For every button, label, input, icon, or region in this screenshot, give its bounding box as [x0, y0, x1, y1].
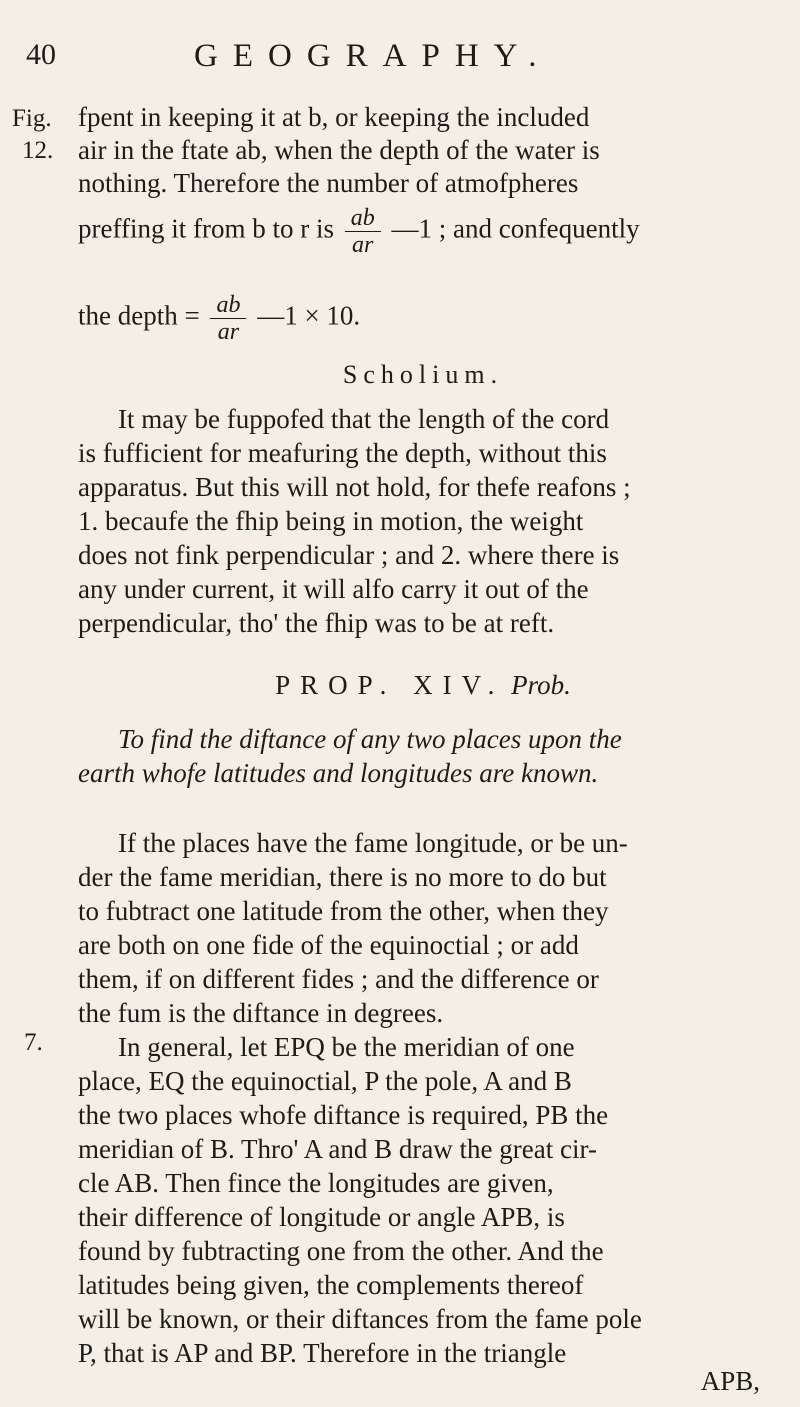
formula-text: —1 ; and confequently — [391, 213, 640, 244]
proposition-type: Prob. — [511, 670, 571, 700]
page-header — [26, 38, 786, 88]
catchword: APB, — [700, 1366, 760, 1396]
fraction — [345, 205, 381, 258]
fig-label: Fig. — [12, 105, 52, 132]
formula-text: —1 × 10. — [257, 300, 361, 331]
text-line: found by fubtracting one from the other. And the — [78, 1236, 604, 1266]
text-line: their difference of longitude or angle APB, is — [78, 1202, 565, 1232]
text-line: latitudes being given, the complements thereof — [78, 1270, 584, 1300]
text-line: any under current, it will alfo carry it out of the — [78, 574, 589, 604]
fig-number-7: 7. — [24, 1029, 43, 1056]
fraction-numerator: ab — [345, 205, 381, 232]
proposition-number: PROP. XIV. — [275, 670, 505, 700]
text-line: the two places whofe diftance is required, PB the — [78, 1100, 609, 1130]
formula-text: preffing it from b to r is — [78, 213, 334, 244]
proposition-statement: earth whofe latitudes and longitudes are known. — [78, 758, 599, 788]
text-line: does not fink perpendicular ; and 2. where there is — [78, 540, 620, 570]
text-line: 1. becaufe the fhip being in motion, the weight — [78, 506, 584, 536]
text-line: It may be fuppofed that the length of the cord — [118, 404, 610, 434]
text-line: nothing. Therefore the number of atmofpheres — [78, 168, 579, 198]
text-line: to fubtract one latitude from the other, when they — [78, 896, 609, 926]
fraction-denominator: ar — [217, 319, 240, 345]
fraction — [210, 292, 246, 345]
text-line: cle AB. Then fince the longitudes are given, — [78, 1168, 554, 1198]
text-line: fpent in keeping it at b, or keeping the included — [78, 102, 590, 132]
text-line: the fum is the diftance in degrees. — [78, 998, 444, 1028]
fraction-denominator: ar — [352, 232, 374, 258]
text-line: P, that is AP and BP. Therefore in the triangle — [78, 1338, 567, 1368]
text-line: them, if on different fides ; and the difference or — [78, 964, 599, 994]
text-line: will be known, or their diftances from the fame pole — [78, 1304, 642, 1334]
text-line: meridian of B. Thro' A and B draw the great cir- — [78, 1134, 597, 1164]
formula-line — [78, 205, 768, 258]
proposition-statement: To find the diftance of any two places upon the — [118, 724, 622, 754]
text-line: are both on one fide of the equinoctial ; or add — [78, 930, 579, 960]
text-line: is fufficient for meafuring the depth, without this — [78, 438, 607, 468]
text-line: perpendicular, tho' the fhip was to be at reft. — [78, 608, 555, 638]
text-line: air in the ftate ab, when the depth of the water is — [78, 135, 600, 165]
scholium-heading: Scholium. — [342, 360, 504, 389]
page-number: 40 — [26, 38, 56, 71]
text-line: place, EQ the equinoctial, P the pole, A and B — [78, 1066, 572, 1096]
formula-text: the depth = — [78, 300, 200, 331]
fig-number-12: 12. — [22, 137, 54, 164]
text-line: apparatus. But this will not hold, for thefe reafons ; — [78, 472, 631, 502]
text-line: If the places have the fame longitude, or be un- — [118, 828, 628, 858]
running-title: GEOGRAPHY. — [194, 38, 552, 74]
formula-line — [78, 292, 768, 345]
proposition-heading — [78, 668, 768, 702]
text-line: der the fame meridian, there is no more to do but — [78, 862, 607, 892]
fraction-numerator: ab — [210, 292, 246, 319]
text-line: In general, let EPQ be the meridian of one — [118, 1032, 575, 1062]
